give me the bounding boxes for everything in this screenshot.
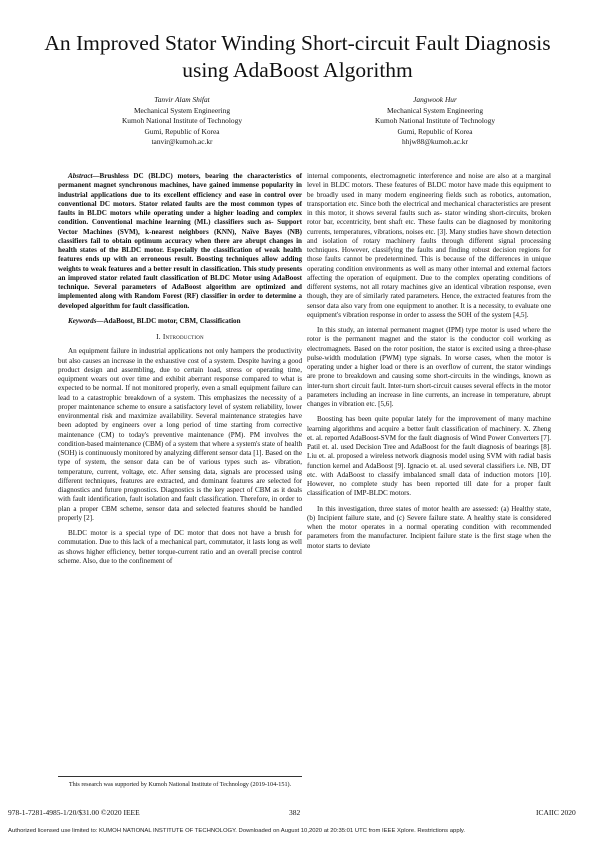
author-dept: Mechanical System Engineering	[386, 105, 484, 115]
author-dept: Mechanical System Engineering	[133, 105, 231, 115]
author-block-2	[335, 95, 535, 148]
abstract-text: —Brushless DC (BLDC) motors, bearing the characteristics of permanent magnet synchronous machines, have gained immense popularity in industrial applications due to its excellent efficiency and ease in control over conventional DC motors. Stator related faults are the most common types of faults in BLDC motors while operating under a higher loading and complex condition. Conventional machine learning (ML) classifiers such as- Support Vector Machines (SVM), k-nearest neighbors (KNN), Naïve Bayes (NB) classifiers fail to obtain optimum accuracy when there are abrupt changes in health states of the BLDC motor. Especially the classification of weak health features ends up with an erroneous result. Boosting techniques allow adding weights to weak features and a better result in classification. This study presents an improved stator related fault classification of BLDC Motor using AdaBoost technique. Several parameters of AdaBoost algorithm are optimized and implemented along with Random Forest (RF) classifier in order to determine a developed algorithm for fault classification.	[58, 172, 302, 310]
author-institute: Kumoh National Institute of Technology	[374, 116, 496, 126]
keywords	[58, 317, 302, 326]
body-paragraph: In this study, an internal permanent magnet (IPM) type motor is used where the rotor is the permanent magnet and the stator is the conductor coil working as electromagnets. Based on the rotor position, the stator is excited using a three-phase pulse-width modulation (PWM) type signals. In worse cases, when the motor is operating under a higher load or there is an overflow of current, the stator windings are prone to breakdown and causing some short-circuits in the windings, known as inter-turn short circuit fault. Inter-turn short-circuit causes several effects in the motor parameters including an increase in line currents, an increase in temperature, abrupt changes in vibration etc. [5,6].	[307, 326, 551, 408]
abstract	[58, 172, 302, 311]
section-heading-introduction: I. Introduction	[156, 332, 204, 341]
footer-conference: ICAIIC 2020	[536, 808, 576, 817]
license-notice: Authorized licensed use limited to: KUMOH NATIONAL INSTITUTE OF TECHNOLOGY. Downloaded on August 10,2020 at 20:35:01 UTC from IEEE Xplore. Restrictions apply.	[8, 828, 466, 834]
keywords-text: —AdaBoost, BLDC motor, CBM, Classification	[96, 316, 241, 325]
author-block-1	[82, 95, 282, 148]
author-institute: Kumoh National Institute of Technology	[121, 116, 243, 126]
right-column	[307, 172, 551, 557]
body-paragraph: In this investigation, three states of motor health are assessed: (a) Healthy state, (b) Incipient failure state, and (c) Severe failure state. A healthy state is considered when the motor operates in a normal operating condition with recommended parameters from the manufacturer. Incipient failure state is the first stage when the motor starts to deviate	[307, 504, 551, 550]
body-paragraph: Boosting has been quite popular lately for the improvement of many machine learning algorithms and acquire a better fault classification of machinery. X. Zheng et. al. reported AdaBoost-SVM for the fault diagnosis of Wind Power Converters [7]. Patil et. al. used Decision Tree and AdaBoost for the fault diagnosis of bearings [8]. Liu et. al. proposed a wireless network diagnosis model using SVM with radial basis function kernel and AdaBoost [9]. Ignacio et. al. used several classifiers i.e. NB, DT etc. with AdaBoost to classify imbalanced small data of induction motors [10]. However, no complete study has been reported till date for a proper fault classification of IMP-BLDC motors.	[307, 415, 551, 498]
author-name: Tanvir Alam Shifat	[154, 95, 210, 104]
footer-isbn: 978-1-7281-4985-1/20/$31.00 ©2020 IEEE	[8, 808, 140, 817]
author-location: Gumi, Republic of Korea	[397, 126, 473, 136]
funding-footnote: This research was supported by Kumoh National Institute of Technology (2019-104-151).	[58, 776, 302, 789]
body-paragraph: internal components, electromagnetic interference and noise are also at a marginal level in BLDC motors. These features of BLDC motor have made this equipment to be broadly used in many modern engineering fields such as robotics, automation, transportation etc. Since both the electrical and mechanical characteristics are present in this motor, it shows several faults such as- stator winding short-circuits, broken rotor bar, eccentricity, bent shaft etc. These faults can be diagnosed by monitoring currents, temperatures, vibrations, noises etc. [3]. Many studies have shown detection and isolation of rotary machinery faults through different signal processing techniques. However, classifying the faults and finding robust decision regions for those faults cannot be predetermined. This is because of the differences in unique operating condition environments as well as many other internal and external factors affecting the operation of equipment. Due to the complex operating conditions of different systems, not all rotary machines give an identical vibration response, even though, they are of similarly rated parameters. Hence, the extracted features from the sensor data also vary from one equipment to another. It is a necessity, to evaluate one equipment's vibration response in order to assess the SOH of the system [4,5].	[307, 172, 551, 319]
body-paragraph: An equipment failure in industrial applications not only hampers the productivity but also causes an increase in the exhaustive cost of a system. Despite having a good product design and assembling, due to certain load, stress or operating time, equipment wears out over time and exhibit aberrant response compared to what is expected to be normal. If not monitored properly, even a small equipment failure can lead to a catastrophic breakdown of a system. This emphasizes the necessity of a proper maintenance scheme to ensure a satisfactory level of system reliability, lower environmental risk and maximize availability. Several maintenance strategies have been adopted by engineers over a long period of time starting from corrective maintenance (CM) to today's preventive maintenance (PM). PM involves the condition-based maintenance (CBM) of a system that where a system's state of health (SOH) is continuously monitored by analyzing different sensor data [1]. Based on the type of system, the sensor data can be of various types such as- vibration, temperature, current, voltage, etc. After sensing data, signals are processed using different techniques, features are extracted, and dominant features are selected for diagnostics and future prognostics. Diagnostics is the key aspect of CBM as it deals with fault identification, fault isolation and fault classification. Therefore, in order to plan a proper CBM scheme, sensor data and selected features should be handled properly [2].	[58, 347, 302, 522]
keywords-lead: Keywords	[68, 316, 97, 325]
paper-title: An Improved Stator Winding Short-circuit Fault Diagnosis using AdaBoost Algorithm	[44, 31, 551, 82]
abstract-lead: Abstract	[68, 172, 93, 180]
author-email: tanvir@kumoh.ac.kr	[151, 137, 213, 147]
footer-page-number: 382	[289, 808, 301, 817]
author-name: Jangwook Hur	[413, 95, 457, 104]
body-paragraph: BLDC motor is a special type of DC motor that does not have a brush for commutation. Due to this lack of a mechanical part, commutator, it lasts long as well as shows higher efficiency, better torque-current ratio and an overall precise control scheme. Also, due to the confinement of	[58, 529, 302, 565]
left-column	[58, 172, 302, 572]
author-email: hhjw88@kumoh.ac.kr	[402, 137, 468, 147]
author-location: Gumi, Republic of Korea	[144, 126, 220, 136]
